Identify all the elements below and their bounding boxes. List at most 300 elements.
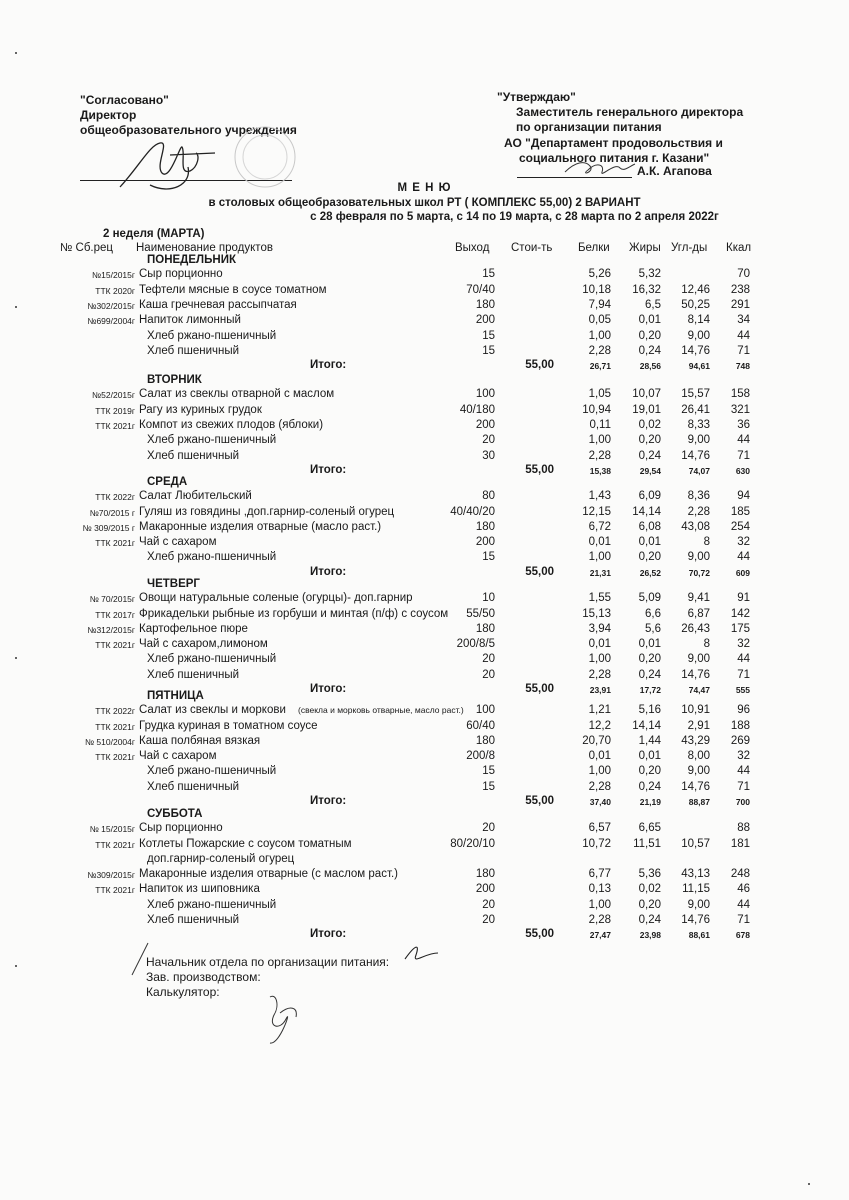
proteins-value: 2,28	[588, 669, 611, 681]
total-carbs: 88,61	[688, 930, 710, 940]
recipe-number: ТТК 2021г	[95, 640, 135, 650]
proteins-value: 1,21	[588, 704, 611, 716]
menu-row	[0, 899, 849, 912]
total-row	[0, 795, 849, 808]
dish-note: (свекла и морковь отварные, масло раст.)	[298, 705, 464, 715]
col-kcal: Ккал	[726, 242, 752, 254]
total-proteins: 26,71	[589, 361, 611, 371]
dish-name: Напиток из шиповника	[139, 883, 260, 895]
col-proteins: Белки	[578, 242, 610, 254]
portion-output: 55/50	[466, 608, 495, 620]
total-fats: 21,19	[639, 797, 661, 807]
fats-value: 16,32	[632, 284, 661, 296]
fats-value: 14,14	[632, 506, 661, 518]
total-carbs: 74,47	[688, 685, 710, 695]
director-label: Директор	[80, 108, 137, 122]
carbs-value: 14,76	[681, 669, 710, 681]
proteins-value: 1,00	[588, 551, 611, 563]
portion-output: 15	[482, 345, 495, 357]
scan-dot	[15, 52, 17, 54]
fats-value: 5,32	[638, 268, 661, 280]
total-fats: 23,98	[639, 930, 661, 940]
city-line: социального питания г. Казани"	[519, 151, 710, 165]
fats-value: 0,24	[638, 914, 661, 926]
menu-row	[0, 314, 849, 327]
total-carbs: 94,61	[688, 361, 710, 371]
menu-row	[0, 653, 849, 666]
recipe-number: №52/2015г	[92, 390, 135, 400]
recipe-number: ТТК 2021г	[95, 538, 135, 548]
proteins-value: 6,72	[588, 521, 611, 533]
total-kcal: 748	[735, 361, 750, 371]
carbs-value: 10,57	[681, 838, 710, 850]
dish-name: Фрикадельки рыбные из горбуши и минтая (п/ф) с соусом	[139, 608, 449, 620]
day-heading: ВТОРНИК	[147, 374, 202, 386]
school-label: общеобразовательного учреждения	[80, 123, 297, 137]
carbs-value: 50,25	[681, 299, 710, 311]
fats-value: 6,08	[638, 521, 661, 533]
fats-value: 5,16	[638, 704, 661, 716]
carbs-value: 14,76	[681, 450, 710, 462]
menu-row	[0, 704, 849, 717]
fats-value: 19,01	[632, 404, 661, 416]
proteins-value: 1,00	[588, 765, 611, 777]
total-fats: 28,56	[639, 361, 661, 371]
scan-dot	[808, 1183, 810, 1185]
recipe-number: ТТК 2021г	[95, 421, 135, 431]
carbs-value: 2,28	[687, 506, 710, 518]
fats-value: 6,5	[645, 299, 661, 311]
menu-row	[0, 388, 849, 401]
carbs-value: 11,15	[682, 883, 710, 895]
kcal-value: 34	[737, 314, 750, 326]
fats-value: 0,20	[638, 653, 661, 665]
menu-row	[0, 536, 849, 549]
menu-row	[0, 330, 849, 343]
recipe-number: № 15/2015г	[89, 824, 135, 834]
fats-value: 6,6	[645, 608, 661, 620]
menu-row	[0, 404, 849, 417]
portion-output: 20	[482, 669, 495, 681]
day-heading: СРЕДА	[147, 476, 188, 488]
col-price: Стои-ть	[511, 242, 553, 254]
fats-value: 0,24	[638, 450, 661, 462]
menu-row	[0, 434, 849, 447]
kcal-value: 158	[730, 388, 750, 400]
recipe-number: ТТК 2021г	[95, 752, 135, 762]
proteins-value: 7,94	[588, 299, 611, 311]
portion-output: 15	[482, 781, 495, 793]
proteins-value: 2,28	[588, 914, 611, 926]
kcal-value: 44	[737, 330, 750, 342]
proteins-value: 10,18	[582, 284, 611, 296]
total-carbs: 70,72	[688, 568, 710, 578]
catering-line: по организации питания	[516, 120, 662, 134]
kcal-value: 96	[737, 704, 750, 716]
carbs-value: 9,00	[687, 434, 710, 446]
portion-output: 200/8	[466, 750, 495, 762]
menu-row	[0, 838, 849, 851]
fats-value: 0,01	[638, 638, 661, 650]
kcal-value: 44	[737, 653, 750, 665]
kcal-value: 94	[737, 490, 750, 502]
total-fats: 26,52	[639, 568, 661, 578]
kcal-value: 71	[737, 781, 750, 793]
carbs-value: 8,33	[687, 419, 710, 431]
menu-row	[0, 608, 849, 621]
menu-row	[0, 284, 849, 297]
recipe-number: №309/2015г	[87, 870, 135, 880]
menu-row	[0, 490, 849, 503]
dish-name: Чай с сахаром	[139, 536, 217, 548]
fats-value: 0,20	[638, 899, 661, 911]
recipe-number: ТТК 2021г	[95, 840, 135, 850]
recipe-number: № 70/2015г	[89, 594, 135, 604]
total-label: Итого:	[310, 359, 347, 371]
carbs-value: 14,76	[681, 345, 710, 357]
kcal-value: 32	[737, 536, 750, 548]
fats-value: 0,02	[638, 419, 661, 431]
proteins-value: 12,15	[582, 506, 611, 518]
carbs-value: 43,29	[681, 735, 710, 747]
proteins-value: 6,57	[588, 822, 611, 834]
portion-output: 60/40	[466, 720, 495, 732]
menu-row	[0, 914, 849, 927]
portion-output: 180	[475, 868, 495, 880]
menu-row	[0, 345, 849, 358]
proteins-value: 1,00	[588, 899, 611, 911]
dish-name: Рагу из куриных грудок	[139, 404, 262, 416]
fats-value: 5,36	[638, 868, 661, 880]
carbs-value: 15,57	[681, 388, 710, 400]
portion-output: 180	[475, 299, 495, 311]
dish-name: Каша гречневая рассыпчатая	[139, 299, 297, 311]
total-price: 55,00	[525, 464, 554, 476]
portion-output: 80	[482, 490, 495, 502]
portion-output: 100	[475, 388, 495, 400]
kcal-value: 44	[737, 765, 750, 777]
menu-row	[0, 735, 849, 748]
proteins-value: 2,28	[588, 450, 611, 462]
menu-row	[0, 419, 849, 432]
proteins-value: 1,00	[588, 330, 611, 342]
dish-name: Хлеб ржано-пшеничный	[147, 330, 277, 342]
proteins-value: 5,26	[588, 268, 611, 280]
carbs-value: 9,00	[687, 551, 710, 563]
proteins-value: 0,13	[588, 883, 611, 895]
kcal-value: 181	[730, 838, 750, 850]
kcal-value: 44	[737, 899, 750, 911]
carbs-value: 26,41	[681, 404, 710, 416]
total-label: Итого:	[310, 566, 347, 578]
dish-name: доп.гарнир-соленый огурец	[147, 853, 295, 865]
menu-row	[0, 720, 849, 733]
recipe-number: ТТК 2022г	[95, 492, 135, 502]
portion-output: 20	[482, 653, 495, 665]
day-heading: ПЯТНИЦА	[147, 690, 204, 702]
dish-name: Макаронные изделия отварные (с маслом раст.)	[139, 868, 398, 880]
kcal-value: 44	[737, 434, 750, 446]
footer-head: Начальник отдела по организации питания:	[146, 955, 390, 969]
portion-output: 20	[482, 822, 495, 834]
dish-name: Хлеб ржано-пшеничный	[147, 434, 277, 446]
kcal-value: 291	[730, 299, 750, 311]
recipe-number: ТТК 2017г	[95, 610, 135, 620]
portion-output: 20	[482, 434, 495, 446]
portion-output: 20	[482, 914, 495, 926]
carbs-value: 9,00	[687, 653, 710, 665]
dish-name: Салат из свеклы отварной с маслом	[139, 388, 335, 400]
proteins-value: 1,43	[588, 490, 611, 502]
fats-value: 5,6	[645, 623, 661, 635]
total-proteins: 15,38	[589, 466, 611, 476]
fats-value: 0,24	[638, 781, 661, 793]
total-kcal: 609	[735, 568, 750, 578]
portion-output: 200/8/5	[456, 638, 495, 650]
menu-row	[0, 551, 849, 564]
total-label: Итого:	[310, 795, 347, 807]
proteins-value: 12,2	[588, 720, 611, 732]
portion-output: 200	[475, 314, 495, 326]
total-label: Итого:	[310, 928, 347, 940]
proteins-value: 0,01	[588, 638, 611, 650]
recipe-number: №699/2004г	[87, 316, 135, 326]
kcal-value: 71	[737, 345, 750, 357]
portion-output: 100	[475, 704, 495, 716]
carbs-value: 10,91	[681, 704, 710, 716]
portion-output: 180	[475, 623, 495, 635]
fats-value: 6,09	[638, 490, 661, 502]
kcal-value: 91	[737, 592, 750, 604]
recipe-number: № 510/2004г	[84, 737, 135, 747]
fats-value: 0,20	[638, 434, 661, 446]
dish-name: Напиток лимонный	[139, 314, 241, 326]
recipe-number: ТТК 2020г	[95, 286, 135, 296]
agreed-label: "Согласовано"	[80, 93, 169, 107]
total-label: Итого:	[310, 464, 347, 476]
kcal-value: 269	[730, 735, 750, 747]
portion-output: 180	[475, 735, 495, 747]
proteins-value: 6,77	[588, 868, 611, 880]
recipe-number: ТТК 2022г	[95, 706, 135, 716]
kcal-value: 238	[730, 284, 750, 296]
proteins-value: 2,28	[588, 345, 611, 357]
fats-value: 0,24	[638, 345, 661, 357]
portion-output: 15	[482, 268, 495, 280]
portion-output: 70/40	[466, 284, 495, 296]
fats-value: 10,07	[632, 388, 661, 400]
signature-footer	[120, 935, 460, 1055]
dish-name: Чай с сахаром,лимоном	[139, 638, 268, 650]
kcal-value: 71	[737, 669, 750, 681]
menu-dates: с 28 февраля по 5 марта, с 14 по 19 марта, с 28 марта по 2 апреля 2022г	[310, 211, 719, 223]
total-price: 55,00	[525, 359, 554, 371]
menu-row	[0, 669, 849, 682]
menu-row	[0, 853, 849, 866]
recipe-number: ТТК 2019г	[95, 406, 135, 416]
kcal-value: 32	[737, 750, 750, 762]
total-fats: 17,72	[639, 685, 661, 695]
portion-output: 15	[482, 765, 495, 777]
carbs-value: 43,08	[681, 521, 710, 533]
proteins-value: 10,72	[582, 838, 611, 850]
kcal-value: 254	[730, 521, 750, 533]
menu-row	[0, 868, 849, 881]
proteins-value: 0,01	[588, 536, 611, 548]
menu-row	[0, 822, 849, 835]
total-carbs: 74,07	[688, 466, 710, 476]
day-heading: ЧЕТВЕРГ	[147, 578, 200, 590]
carbs-value: 14,76	[681, 781, 710, 793]
fats-value: 0,01	[638, 314, 661, 326]
footer-calculator: Калькулятор:	[146, 985, 220, 999]
kcal-value: 248	[730, 868, 750, 880]
kcal-value: 321	[730, 404, 750, 416]
menu-row	[0, 299, 849, 312]
dish-name: Котлеты Пожарские с соусом томатным	[139, 838, 352, 850]
dish-name: Хлеб ржано-пшеничный	[147, 765, 277, 777]
fats-value: 0,02	[638, 883, 661, 895]
carbs-value: 9,00	[687, 765, 710, 777]
total-price: 55,00	[525, 795, 554, 807]
total-kcal: 630	[735, 466, 750, 476]
col-fats: Жиры	[629, 242, 661, 254]
kcal-value: 44	[737, 551, 750, 563]
dish-name: Грудка куриная в томатном соусе	[139, 720, 318, 732]
menu-row	[0, 268, 849, 281]
dish-name: Макаронные изделия отварные (масло раст.)	[139, 521, 382, 533]
dish-name: Хлеб пшеничный	[147, 914, 240, 926]
total-carbs: 88,87	[688, 797, 710, 807]
carbs-value: 8,00	[687, 750, 710, 762]
col-carbs: Угл-ды	[671, 242, 708, 254]
fats-value: 0,24	[638, 669, 661, 681]
portion-output: 200	[475, 536, 495, 548]
portion-output: 30	[482, 450, 495, 462]
portion-output: 10	[482, 592, 495, 604]
portion-output: 200	[475, 883, 495, 895]
total-proteins: 27,47	[589, 930, 611, 940]
dish-name: Хлеб ржано-пшеничный	[147, 551, 277, 563]
total-kcal: 555	[735, 685, 750, 695]
menu-subtitle: в столовых общеобразовательных школ РТ ( КОМПЛЕКС 55,00) 2 ВАРИАНТ	[208, 197, 641, 209]
portion-output: 80/20/10	[450, 838, 495, 850]
total-price: 55,00	[525, 928, 554, 940]
carbs-value: 9,41	[687, 592, 710, 604]
fats-value: 11,51	[633, 838, 661, 850]
fats-value: 5,09	[638, 592, 661, 604]
kcal-value: 142	[730, 608, 750, 620]
menu-row	[0, 521, 849, 534]
approved-label: "Утверждаю"	[497, 90, 576, 104]
carbs-value: 8	[703, 638, 710, 650]
portion-output: 200	[475, 419, 495, 431]
total-row	[0, 566, 849, 579]
carbs-value: 8,36	[687, 490, 710, 502]
proteins-value: 0,01	[588, 750, 611, 762]
kcal-value: 36	[737, 419, 750, 431]
menu-row	[0, 450, 849, 463]
total-price: 55,00	[525, 683, 554, 695]
fats-value: 0,20	[638, 551, 661, 563]
proteins-value: 3,94	[588, 623, 611, 635]
signature-right	[560, 152, 640, 182]
fats-value: 6,65	[638, 822, 661, 834]
carbs-value: 8,14	[687, 314, 710, 326]
approver-name: А.К. Агапова	[637, 164, 712, 178]
dish-name: Хлеб пшеничный	[147, 781, 240, 793]
recipe-number: №70/2015 г	[89, 508, 135, 518]
kcal-value: 46	[737, 883, 750, 895]
department-line: АО "Департамент продовольствия и	[504, 136, 723, 150]
total-proteins: 21,31	[589, 568, 611, 578]
total-row	[0, 464, 849, 477]
dish-name: Каша полбяная вязкая	[139, 735, 261, 747]
dish-name: Тефтели мясные в соусе томатном	[139, 284, 327, 296]
total-proteins: 37,40	[589, 797, 611, 807]
dish-name: Овощи натуральные соленые (огурцы)- доп.гарнир	[139, 592, 413, 604]
day-heading: СУББОТА	[147, 808, 203, 820]
dish-name: Сыр порционно	[139, 822, 223, 834]
kcal-value: 71	[737, 914, 750, 926]
kcal-value: 70	[737, 268, 750, 280]
menu-row	[0, 883, 849, 896]
dish-name: Салат из свеклы и моркови	[139, 704, 286, 716]
deputy-line: Заместитель генерального директора	[516, 105, 744, 119]
carbs-value: 26,43	[681, 623, 710, 635]
proteins-value: 1,00	[588, 434, 611, 446]
fats-value: 14,14	[632, 720, 661, 732]
total-label: Итого:	[310, 683, 347, 695]
carbs-value: 6,87	[687, 608, 710, 620]
dish-name: Гуляш из говядины ,доп.гарнир-соленый огурец	[139, 506, 395, 518]
dish-name: Хлеб пшеничный	[147, 669, 240, 681]
kcal-value: 32	[737, 638, 750, 650]
carbs-value: 2,91	[687, 720, 710, 732]
proteins-value: 0,11	[589, 419, 611, 431]
scan-dot	[15, 306, 17, 308]
fats-value: 0,20	[638, 330, 661, 342]
total-fats: 29,54	[639, 466, 661, 476]
week-label: 2 неделя (МАРТА)	[103, 228, 205, 240]
recipe-number: №15/2015г	[92, 270, 135, 280]
portion-output: 180	[475, 521, 495, 533]
recipe-number: №302/2015г	[87, 301, 135, 311]
day-heading: ПОНЕДЕЛЬНИК	[147, 254, 236, 266]
carbs-value: 9,00	[687, 899, 710, 911]
portion-output: 15	[482, 551, 495, 563]
menu-row	[0, 638, 849, 651]
menu-row	[0, 592, 849, 605]
dish-name: Хлеб ржано-пшеничный	[147, 653, 277, 665]
recipe-number: ТТК 2021г	[95, 885, 135, 895]
dish-name: Хлеб пшеничный	[147, 450, 240, 462]
dish-name: Хлеб пшеничный	[147, 345, 240, 357]
menu-row	[0, 623, 849, 636]
dish-name: Сыр порционно	[139, 268, 223, 280]
carbs-value: 14,76	[681, 914, 710, 926]
portion-output: 15	[482, 330, 495, 342]
dish-name: Картофельное пюре	[139, 623, 248, 635]
kcal-value: 188	[730, 720, 750, 732]
proteins-value: 1,05	[588, 388, 611, 400]
kcal-value: 88	[737, 822, 750, 834]
fats-value: 1,44	[638, 735, 661, 747]
menu-row	[0, 506, 849, 519]
portion-output: 20	[482, 899, 495, 911]
total-proteins: 23,91	[589, 685, 611, 695]
total-row	[0, 683, 849, 696]
